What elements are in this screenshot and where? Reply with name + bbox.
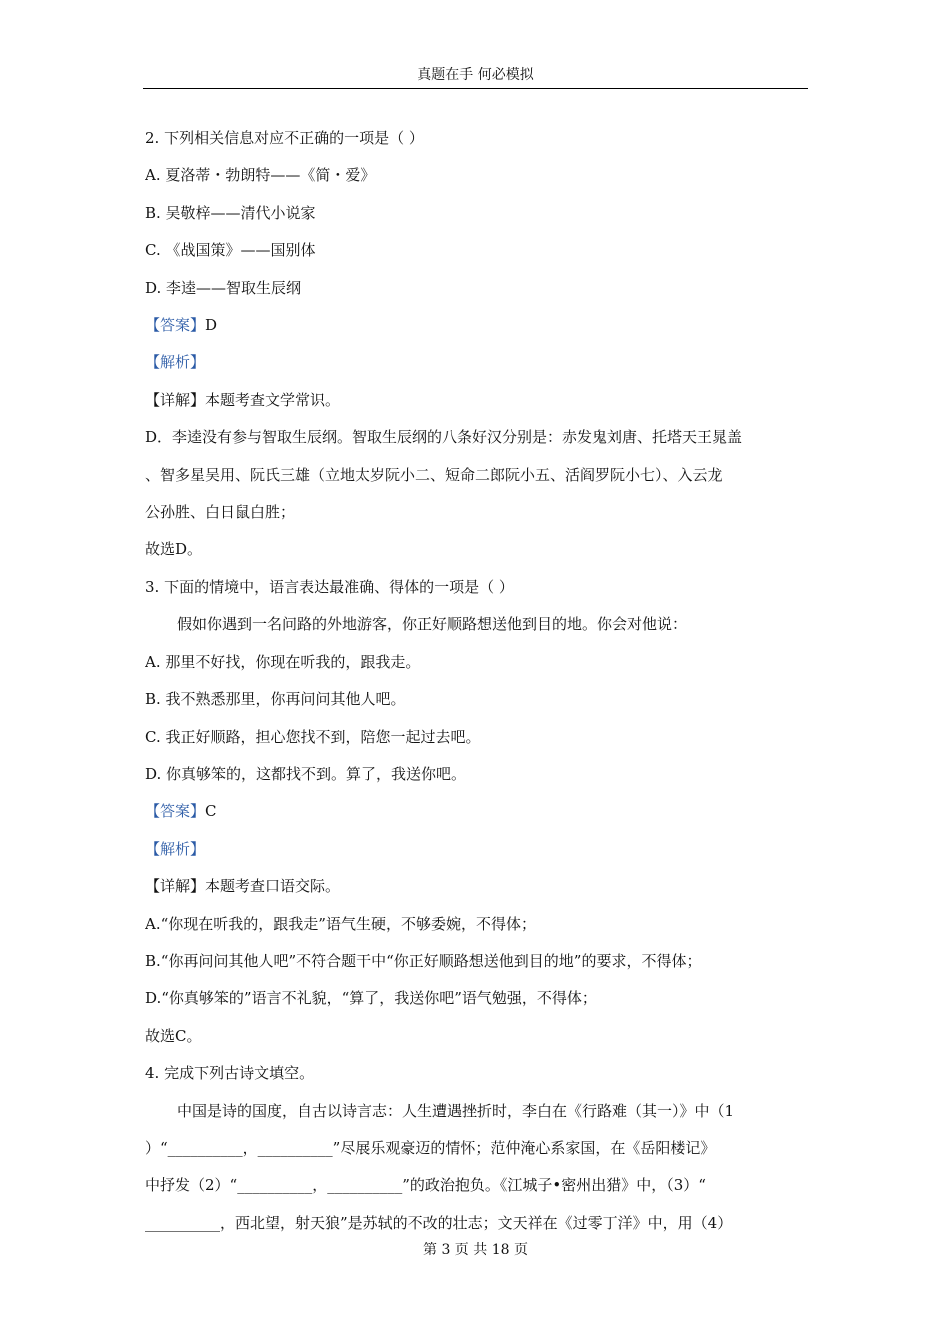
document-line bbox=[145, 793, 809, 830]
line-text: C bbox=[205, 802, 217, 821]
document-line: 假如你遇到一名问路的外地游客，你正好顺路想送他到目的地。你会对他说： bbox=[177, 615, 688, 634]
document-line: C. 《战国策》——国别体 bbox=[145, 241, 316, 260]
document-line: 故选C。 bbox=[145, 1026, 202, 1045]
document-line: A. 那里不好找，你现在听我的，跟我走。 bbox=[145, 652, 421, 671]
document-line bbox=[145, 307, 809, 344]
document-line: 故选D。 bbox=[145, 540, 203, 559]
document-line: 中抒发（2）“__________，__________”的政治抱负。《江城子•密州出猎》中，（3）“ bbox=[145, 1176, 706, 1195]
document-body bbox=[145, 120, 809, 1242]
document-line: 【详解】本题考查口语交际。 bbox=[145, 877, 341, 896]
page-footer: 第 3 页 共 18 页 bbox=[423, 1242, 528, 1258]
document-line: 4. 完成下列古诗文填空。 bbox=[145, 1064, 315, 1083]
document-line: 2. 下列相关信息对应不正确的一项是（ ） bbox=[145, 129, 424, 147]
document-line bbox=[145, 831, 809, 868]
section-tag: 【解析】 bbox=[145, 839, 206, 858]
document-line: D．李逵没有参与智取生辰纲。智取生辰纲的八条好汉分别是：赤发鬼刘唐、托塔天王晁盖 bbox=[145, 428, 743, 447]
document-line: D.“你真够笨的”语言不礼貌，“算了，我送你吧”语气勉强，不得体； bbox=[145, 989, 597, 1008]
document-line: A. 夏洛蒂・勃朗特——《简・爱》 bbox=[145, 166, 376, 185]
document-line: D. 李逵——智取生辰纲 bbox=[145, 278, 302, 297]
line-text: D bbox=[205, 316, 218, 335]
document-line: 、智多星吴用、阮氏三雄（立地太岁阮小二、短命二郎阮小五、活阎罗阮小七）、入云龙 bbox=[145, 465, 723, 484]
document-line: C. 我正好顺路，担心您找不到，陪您一起过去吧。 bbox=[145, 727, 481, 746]
document-line: B.“你再问问其他人吧”不符合题干中“你正好顺路想送他到目的地”的要求，不得体； bbox=[145, 951, 702, 970]
header-divider bbox=[143, 88, 808, 89]
section-tag: 【答案】 bbox=[145, 802, 206, 821]
page-header: 真题在手 何必模拟 bbox=[417, 67, 534, 83]
document-line: 【详解】本题考查文学常识。 bbox=[145, 390, 341, 409]
document-line bbox=[145, 344, 809, 381]
document-line: B. 我不熟悉那里，你再问问其他人吧。 bbox=[145, 690, 406, 709]
document-line: __________，西北望，射天狼”是苏轼的不改的壮志；文天祥在《过零丁洋》中，用（4） bbox=[145, 1213, 733, 1232]
document-line: D. 你真够笨的，这都找不到。算了，我送你吧。 bbox=[145, 764, 467, 783]
section-tag: 【解析】 bbox=[145, 353, 206, 372]
document-line: ）“__________，__________”尽展乐观豪迈的情怀；范仲淹心系家国，在《岳阳楼记》 bbox=[145, 1138, 716, 1157]
document-line: B. 吴敬梓——清代小说家 bbox=[145, 203, 316, 222]
section-tag: 【答案】 bbox=[145, 316, 206, 335]
document-line: 中国是诗的国度，自古以诗言志：人生遭遇挫折时，李白在《行路难（其一）》中（1 bbox=[177, 1101, 735, 1120]
document-line: 公孙胜、白日鼠白胜； bbox=[145, 503, 296, 522]
document-line: 3. 下面的情境中，语言表达最准确、得体的一项是（ ） bbox=[145, 577, 514, 596]
document-line: A.“你现在听我的，跟我走”语气生硬，不够委婉，不得体； bbox=[145, 914, 536, 933]
